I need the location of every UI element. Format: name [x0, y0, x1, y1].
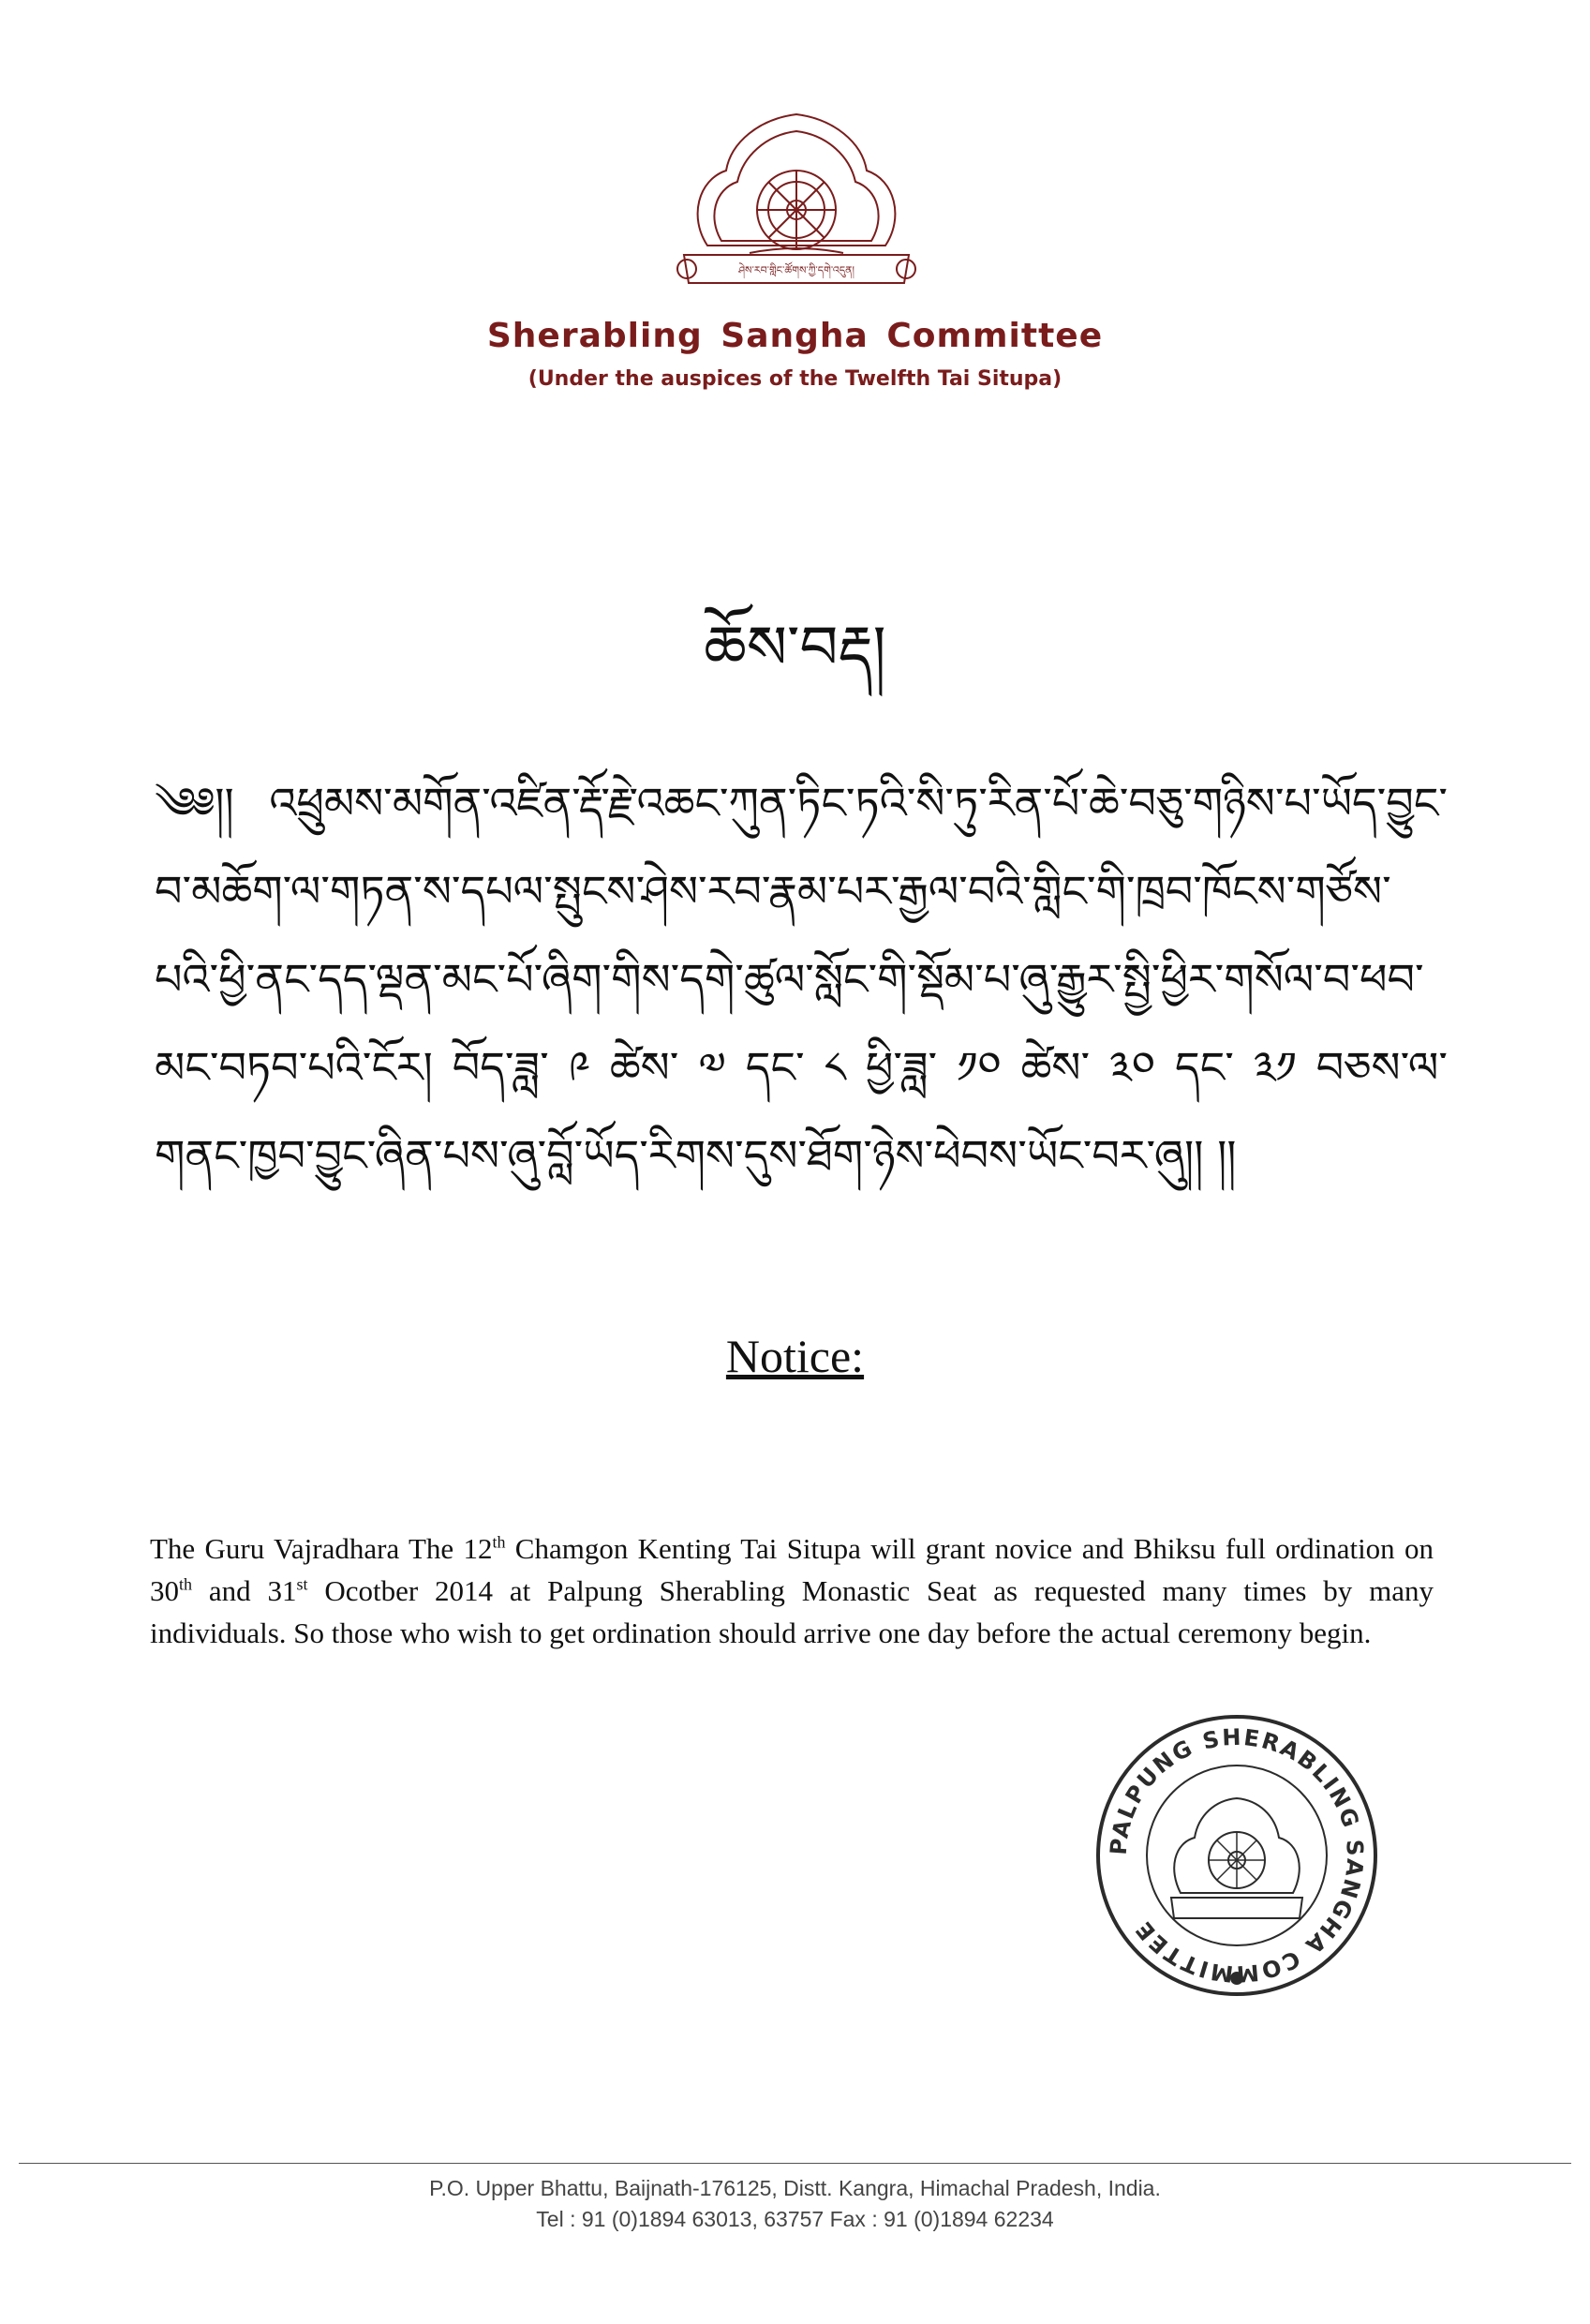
organization-subtitle: (Under the auspices of the Twelfth Tai Situpa)	[528, 367, 1062, 391]
notice-superscript: th	[179, 1574, 193, 1594]
notice-superscript: th	[492, 1532, 506, 1552]
notice-text-part: and 31	[192, 1574, 297, 1607]
notice-title: Notice:	[725, 1330, 865, 1382]
stamp-ring-text: PALPUNG SHERABLING SANGHA COMMITTEE	[1105, 1723, 1369, 1988]
organization-name: Sherabling Sangha Committee	[486, 317, 1104, 355]
sangha-committee-logo	[670, 105, 923, 302]
notice-text-part: The Guru Vajradhara The 12	[150, 1532, 493, 1565]
notice-superscript: st	[296, 1574, 308, 1594]
footer-contact: Tel : 91 (0)1894 63013, 63757 Fax : 91 (0)1894 62234	[536, 2207, 1054, 2231]
notice-body	[150, 1527, 1434, 1654]
footer-address: P.O. Upper Bhattu, Baijnath-176125, Distt. Kangra, Himachal Pradesh, India.	[429, 2176, 1161, 2200]
logo-banner-text: ཤེས་རབ་གླིང་ཚོགས་ཀྱི་དགེ་འདུན།	[738, 264, 854, 276]
tibetan-notice-body: ༄༅།། འཕྲུམས་མགོན་འཛིན་རྡོ་རྗེ་འཆང་ཀུན་ཏིང་ཏའི་སི་ཏུ་རིན་པོ་ཆེ་བཅུ་གཉིས་པ་ཡོད་བྱུང་བ་མཆོག་ལ་གཏན་ས་དཔལ་སྤུངས་ཤེས་རབ་རྣམ་པར་རྒྱལ་བའི་གླིང་གི་ཁྲབ་ཁོངས་གཙོས་པའི་ཕྱི་ནང་དད་ལྡན་མང་པོ་ཞིག་གིས་དགེ་ཚུལ་སློང་གི་སྡོམ་པ་ཞུ་རྒྱུར་སྤྱི་ཕྱིར་གསོལ་བ་ཕབ་མང་བཏབ་པའི་ངོར། བོད་ཟླ་ ༩ ཚེས་ ༧ དང་ ༨ ཕྱི་ཟླ་ ༡༠ ཚེས་ ༣༠ དང་ ༣༡ བཅས་ལ་གནང་ཁྱབ་བྱུང་ཞིན་པས་ཞུ་བློ་ཡོད་རིགས་དུས་ཐོག་ཉེས་ཕེབས་ཡོང་བར་ཞུ།། །།	[155, 778, 1448, 1181]
tibetan-notice-title: ཆོས་བརྡ།	[704, 614, 886, 683]
footer-divider	[19, 2163, 1571, 2164]
notice-text-part: Chamgon Kenting Tai Situpa will grant novice and Bhiksu full ordination on 30	[150, 1532, 1434, 1607]
committee-stamp	[1092, 1710, 1382, 2001]
notice-text-part: Ocotber 2014 at Palpung Sherabling Monastic Seat as requested many times by many individuals. So those who wish to get ordination should arrive one day before the actual ceremony begin.	[150, 1574, 1434, 1649]
